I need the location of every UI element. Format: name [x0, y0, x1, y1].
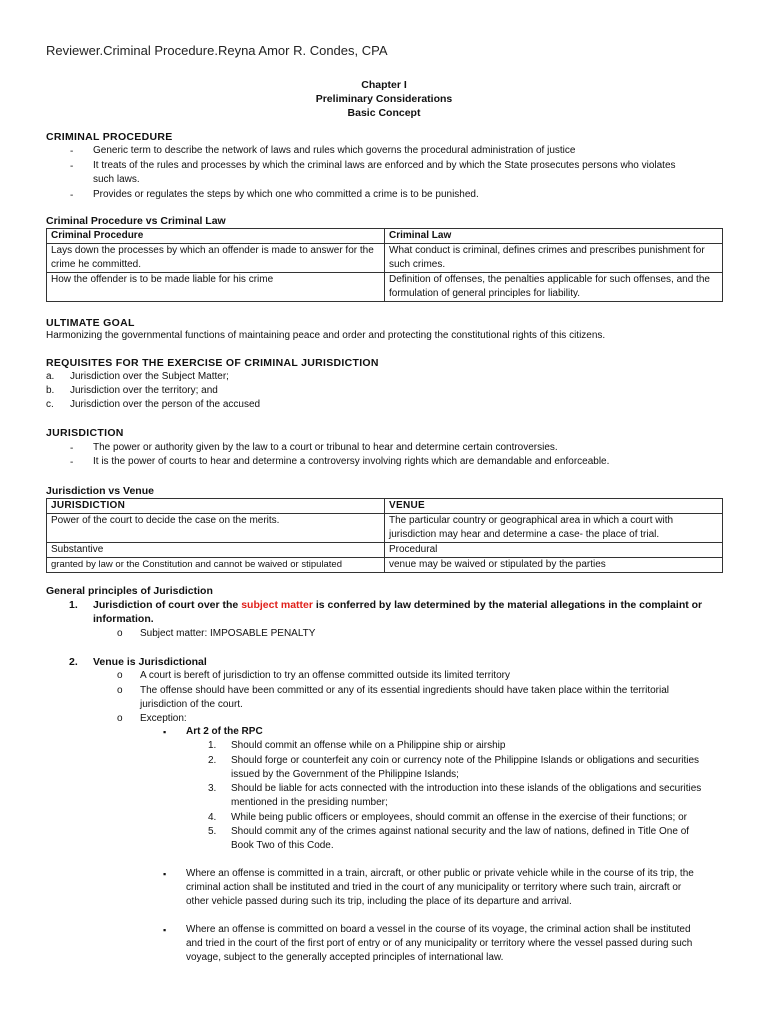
- criminal-procedure-item-cont: such laws.: [93, 174, 140, 185]
- principle-2-sub-cont: jurisdiction of the court.: [140, 699, 243, 710]
- ultimate-goal-heading: ULTIMATE GOAL: [46, 317, 135, 329]
- table-row: [47, 558, 723, 573]
- table-cell: Definition of offenses, the penalties applicable for such offenses, and the formulation of general principles for liability.: [385, 273, 723, 302]
- principle-2-sub: A court is bereft of jurisdiction to try an offense committed outside its limited territory: [140, 670, 510, 681]
- table-header-cell: VENUE: [385, 499, 723, 514]
- principle-1-sub: Subject matter: IMPOSABLE PENALTY: [140, 628, 316, 639]
- square-bullet-icon: ▪: [163, 727, 167, 737]
- art2-number: 4.: [208, 812, 217, 823]
- table-cell: Procedural: [385, 543, 723, 558]
- requisite-marker: c.: [46, 399, 54, 410]
- square-bullet-icon: ▪: [163, 869, 167, 879]
- jur-vs-venue-heading: Jurisdiction vs Venue: [46, 485, 154, 497]
- table-header-cell: Criminal Law: [385, 229, 723, 244]
- table-cell: The particular country or geographical area in which a court with jurisdiction may hear and determine a case- the place of trial.: [385, 514, 723, 543]
- table-header-cell: Criminal Procedure: [47, 229, 385, 244]
- chapter-title: Preliminary Considerations: [315, 93, 453, 105]
- table-header-cell: JURISDICTION: [47, 499, 385, 514]
- criminal-procedure-item: It treats of the rules and processes by which the criminal laws are enforced and by which the State prosecutes persons who violates: [93, 160, 676, 171]
- vehicle-rule-line: other vehicle passed during such its trip, including the place of its departure and arrival.: [186, 896, 572, 907]
- art2-item: Should commit an offense while on a Philippine ship or airship: [231, 740, 506, 751]
- art2-item: Should forge or counterfeit any coin or currency note of the Philippine Islands or obligations and securities: [231, 755, 700, 766]
- principle-1-after: is conferred by law determined by the material allegations in the complaint or: [312, 599, 703, 611]
- vessel-rule-line: voyage, subject to the generally accepted principles of international law.: [186, 952, 504, 963]
- principle-1-before: Jurisdiction of court over the: [93, 599, 242, 611]
- requisite-marker: b.: [46, 385, 55, 396]
- art2-item-cont: mentioned in the presiding number;: [231, 797, 388, 808]
- square-bullet-icon: ▪: [163, 925, 167, 935]
- chapter-number: Chapter I: [361, 79, 407, 91]
- table-cell: What conduct is criminal, defines crimes and prescribes punishment for such crimes.: [385, 244, 723, 273]
- table-cell: Lays down the processes by which an offender is made to answer for the crime he committed.: [47, 244, 385, 273]
- principle-2-sub: The offense should have been committed or any of its essential ingredients should have taken place within the territorial: [140, 685, 670, 696]
- jurisdiction-item: It is the power of courts to hear and determine a controversy involving rights which are demandable and enforceable.: [93, 456, 610, 467]
- jurisdiction-item: The power or authority given by the law to a court or tribunal to hear and determine certain controversies.: [93, 442, 558, 453]
- requisite-item: Jurisdiction over the territory; and: [70, 385, 218, 396]
- principle-number: 2.: [69, 656, 78, 668]
- art2-title: Art 2 of the RPC: [186, 726, 263, 737]
- criminal-procedure-item: Generic term to describe the network of laws and rules which governs the procedural administration of justice: [93, 145, 576, 156]
- requisite-item: Jurisdiction over the Subject Matter;: [70, 371, 229, 382]
- dash-bullet-icon: -: [70, 161, 74, 172]
- ultimate-goal-text: Harmonizing the governmental functions of maintaining peace and order and protecting the constitutional rights of this citizens.: [46, 330, 606, 341]
- table-header-row: [47, 229, 723, 244]
- principle-1-text-cont: information.: [93, 613, 154, 625]
- requisite-marker: a.: [46, 371, 55, 382]
- vehicle-rule-line: Where an offense is committed in a train, aircraft, or other public or private vehicle while in the course of its trip, the: [186, 868, 694, 879]
- requisites-heading: REQUISITES FOR THE EXERCISE OF CRIMINAL JURISDICTION: [46, 357, 379, 369]
- art2-number: 2.: [208, 755, 217, 766]
- dash-bullet-icon: -: [70, 443, 74, 454]
- dash-bullet-icon: -: [70, 146, 74, 157]
- art2-number: 1.: [208, 740, 217, 751]
- principle-number: 1.: [69, 599, 78, 611]
- art2-item-cont: Book Two of this Code.: [231, 840, 334, 851]
- table-cell: Power of the court to decide the case on the merits.: [47, 514, 385, 543]
- table-cell: venue may be waived or stipulated by the parties: [385, 558, 723, 573]
- principle-2-title: Venue is Jurisdictional: [93, 656, 207, 668]
- vessel-rule-line: and tried in the court of the first port of entry or of any municipality or territory where the vessel passed during such: [186, 938, 693, 949]
- dash-bullet-icon: -: [70, 457, 74, 468]
- cp-vs-cl-table: [46, 228, 723, 302]
- table-row: [47, 273, 723, 302]
- table-cell: How the offender is to be made liable for his crime: [47, 273, 385, 302]
- table-header-row: [47, 499, 723, 514]
- table-row: [47, 543, 723, 558]
- art2-number: 5.: [208, 826, 217, 837]
- art2-item: While being public officers or employees, should commit an offense in the exercise of their functions; or: [231, 812, 687, 823]
- circle-bullet-icon: o: [117, 670, 123, 681]
- principle-2-exception: Exception:: [140, 713, 187, 724]
- table-cell: granted by law or the Constitution and cannot be waived or stipulated: [47, 558, 385, 573]
- table-row: [47, 514, 723, 543]
- criminal-procedure-item: Provides or regulates the steps by which one who committed a crime is to be punished.: [93, 189, 479, 200]
- circle-bullet-icon: o: [117, 685, 123, 696]
- jur-vs-venue-table: [46, 498, 723, 573]
- subject-matter-highlight: subject matter: [241, 599, 313, 611]
- art2-item: Should commit any of the crimes against national security and the law of nations, defined in Title One of: [231, 826, 690, 837]
- art2-item-cont: issued by the Government of the Philippine Islands;: [231, 769, 459, 780]
- table-row: [47, 244, 723, 273]
- chapter-subtitle: Basic Concept: [347, 107, 421, 119]
- circle-bullet-icon: o: [117, 713, 123, 724]
- requisite-item: Jurisdiction over the person of the accused: [70, 399, 261, 410]
- table-cell: Substantive: [47, 543, 385, 558]
- jurisdiction-heading: JURISDICTION: [46, 427, 124, 439]
- circle-bullet-icon: o: [117, 628, 123, 639]
- dash-bullet-icon: -: [70, 190, 74, 201]
- vessel-rule-line: Where an offense is committed on board a vessel in the course of its voyage, the criminal action shall be instituted: [186, 924, 691, 935]
- document-header: Reviewer.Criminal Procedure.Reyna Amor R. Condes, CPA: [46, 43, 388, 58]
- cp-vs-cl-heading: Criminal Procedure vs Criminal Law: [46, 215, 226, 227]
- art2-number: 3.: [208, 783, 217, 794]
- vehicle-rule-line: criminal action shall be instituted and tried in the court of any municipality or territory where such train, aircraft or: [186, 882, 682, 893]
- general-principles-heading: General principles of Jurisdiction: [46, 585, 213, 597]
- principle-1-text: [93, 598, 702, 613]
- criminal-procedure-heading: CRIMINAL PROCEDURE: [46, 131, 173, 143]
- art2-item: Should be liable for acts connected with the introduction into these islands of the obligations and securities: [231, 783, 702, 794]
